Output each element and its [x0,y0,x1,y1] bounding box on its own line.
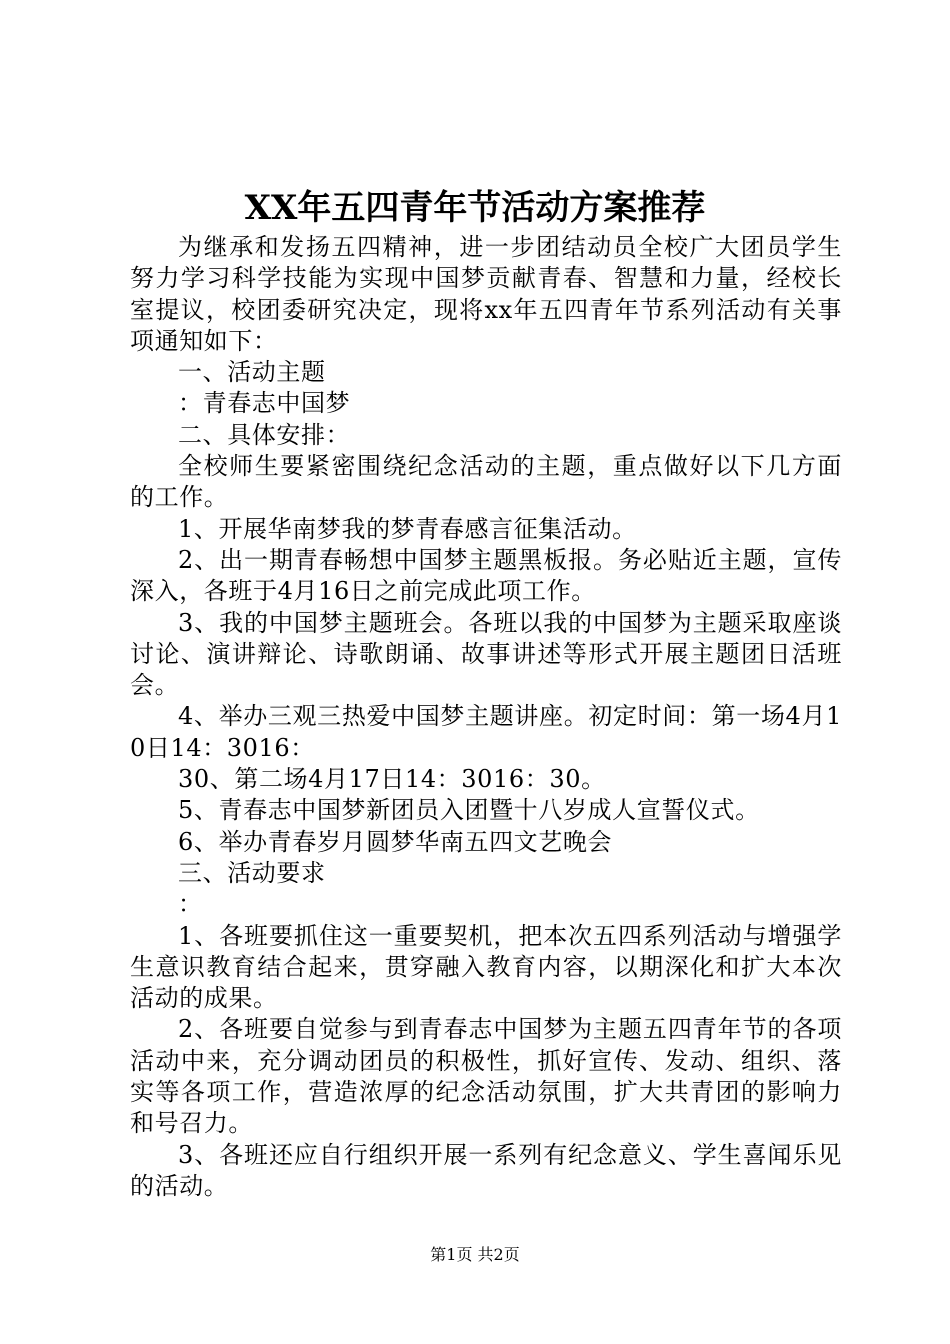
list-item-4-continued: 30、第二场4月17日14：3016：30。 [178,765,606,794]
list-item-5: 5、青春志中国梦新团员入团暨十八岁成人宣誓仪式。 [178,796,760,825]
document-title: XX年五四青年节活动方案推荐 [244,188,706,228]
requirement-2: 2、各班要自觉参与到青春志中国梦为主题五四青年节的各项活动中来，充分调动团员的积极性，抓好宣传、发动、组织、落实等各项工作，营造浓厚的纪念活动氛围，扩大共青团的影响力和号召力。 [130,1015,842,1138]
paragraph-intro: 为继承和发扬五四精神，进一步团结动员全校广大团员学生努力学习科学技能为实现中国梦贡献青春、智慧和力量，经校长室提议，校团委研究决定，现将xx年五四青年节系列活动有关事项通知如下： [130,233,842,355]
list-item-2: 2、出一期青春畅想中国梦主题黑板报。务必贴近主题，宣传深入，各班于4月16日之前完成此项工作。 [130,545,842,606]
paragraph-theme: ：青春志中国梦 [178,389,351,418]
heading-theme: 一、活动主题 [178,358,326,387]
requirement-3: 3、各班还应自行组织开展一系列有纪念意义、学生喜闻乐见的活动。 [130,1140,842,1200]
document-body [130,232,842,1202]
page-footer: 第1页 共2页 [430,1245,520,1264]
requirement-1: 1、各班要抓住这一重要契机，把本次五四系列活动与增强学生意识教育结合起来，贯穿融入教育内容，以期深化和扩大本次活动的成果。 [130,921,842,1013]
list-item-1: 1、开展华南梦我的梦青春感言征集活动。 [178,514,637,543]
list-item-4: 4、举办三观三热爱中国梦主题讲座。初定时间：第一场4月10日14：3016： [130,702,842,762]
list-item-6: 6、举办青春岁月圆梦华南五四文艺晚会 [178,827,613,856]
heading-arrangement: 二、具体安排： [178,420,351,449]
paragraph-arrangement: 全校师生要紧密围绕纪念活动的主题，重点做好以下几方面的工作。 [130,452,842,512]
paragraph-colon: ： [178,890,203,919]
list-item-3: 3、我的中国梦主题班会。各班以我的中国梦为主题采取座谈讨论、演讲辩论、诗歌朗诵、故事讲述等形式开展主题团日活班会。 [130,608,842,700]
heading-requirements: 三、活动要求 [178,858,326,887]
